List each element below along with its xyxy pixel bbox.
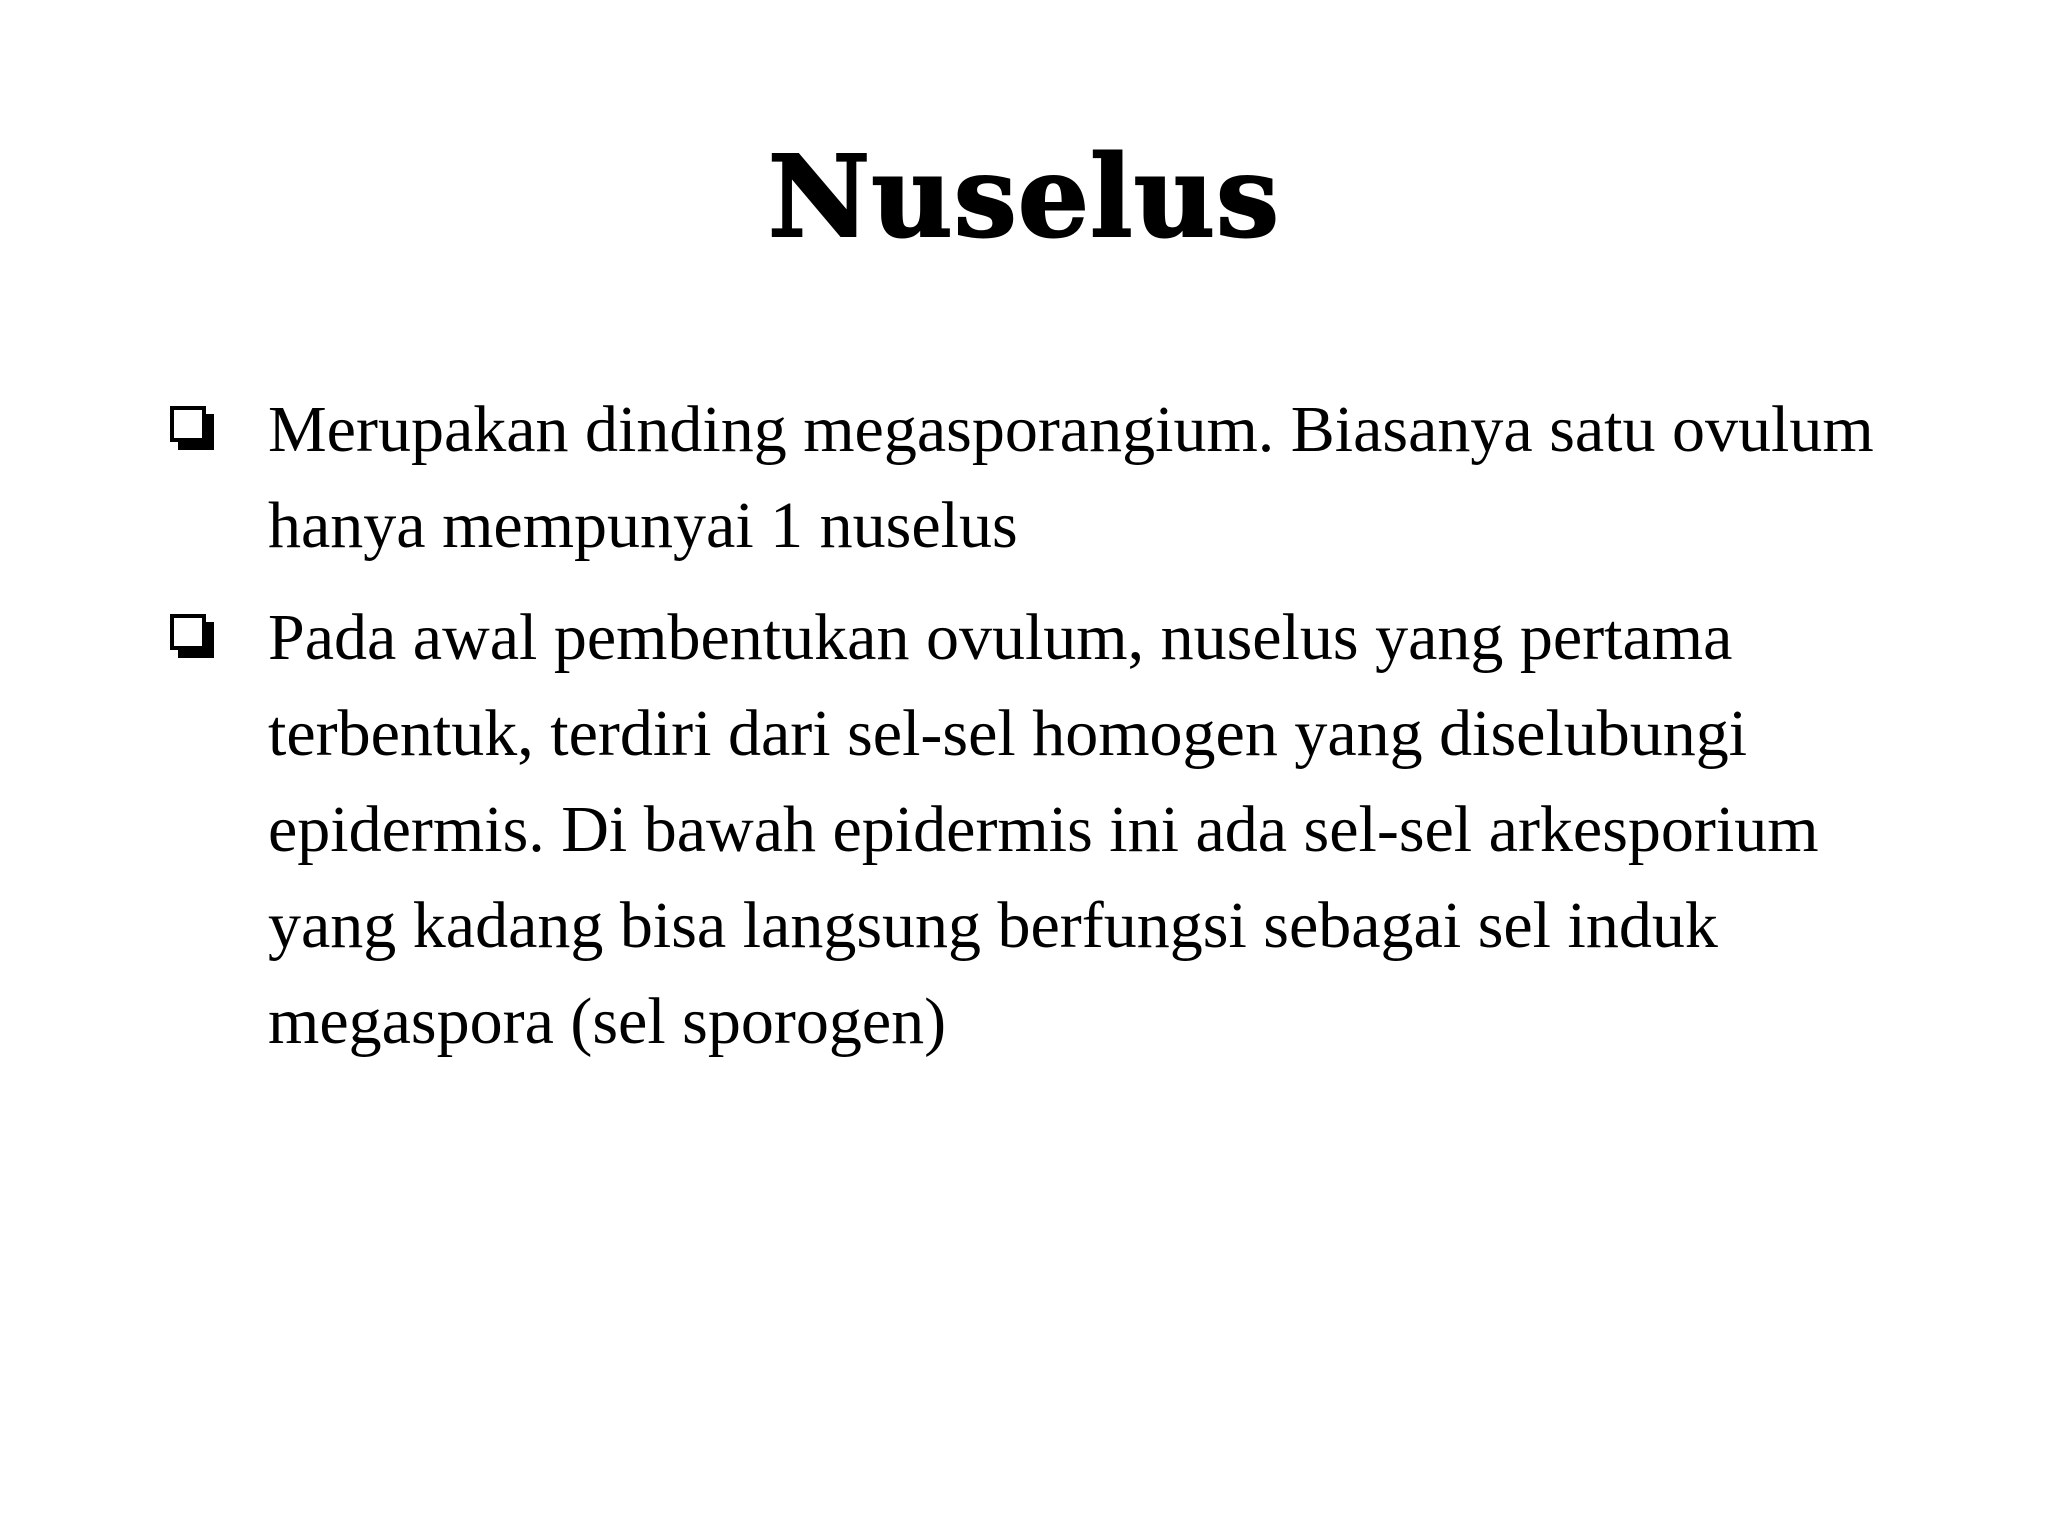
bullet-list (170, 382, 1950, 1086)
bullet-text: Merupakan dinding megasporangium. Biasanya satu ovulum hanya mempunyai 1 nuselus (268, 393, 1874, 562)
bullet-item (170, 590, 1950, 1070)
bullet-item (170, 382, 1950, 574)
bullet-text: Pada awal pembentukan ovulum, nuselus yang pertama terbentuk, terdiri dari sel-sel homogen yang diselubungi epidermis. Di bawah epidermis ini ada sel-sel arkesporium yang kadang bisa langsung berfungsi sebagai sel induk megaspora (sel sporogen) (268, 601, 1819, 1058)
checkbox-icon (170, 614, 222, 666)
slide-title: Nuselus (767, 132, 1281, 263)
checkbox-icon (170, 406, 222, 458)
